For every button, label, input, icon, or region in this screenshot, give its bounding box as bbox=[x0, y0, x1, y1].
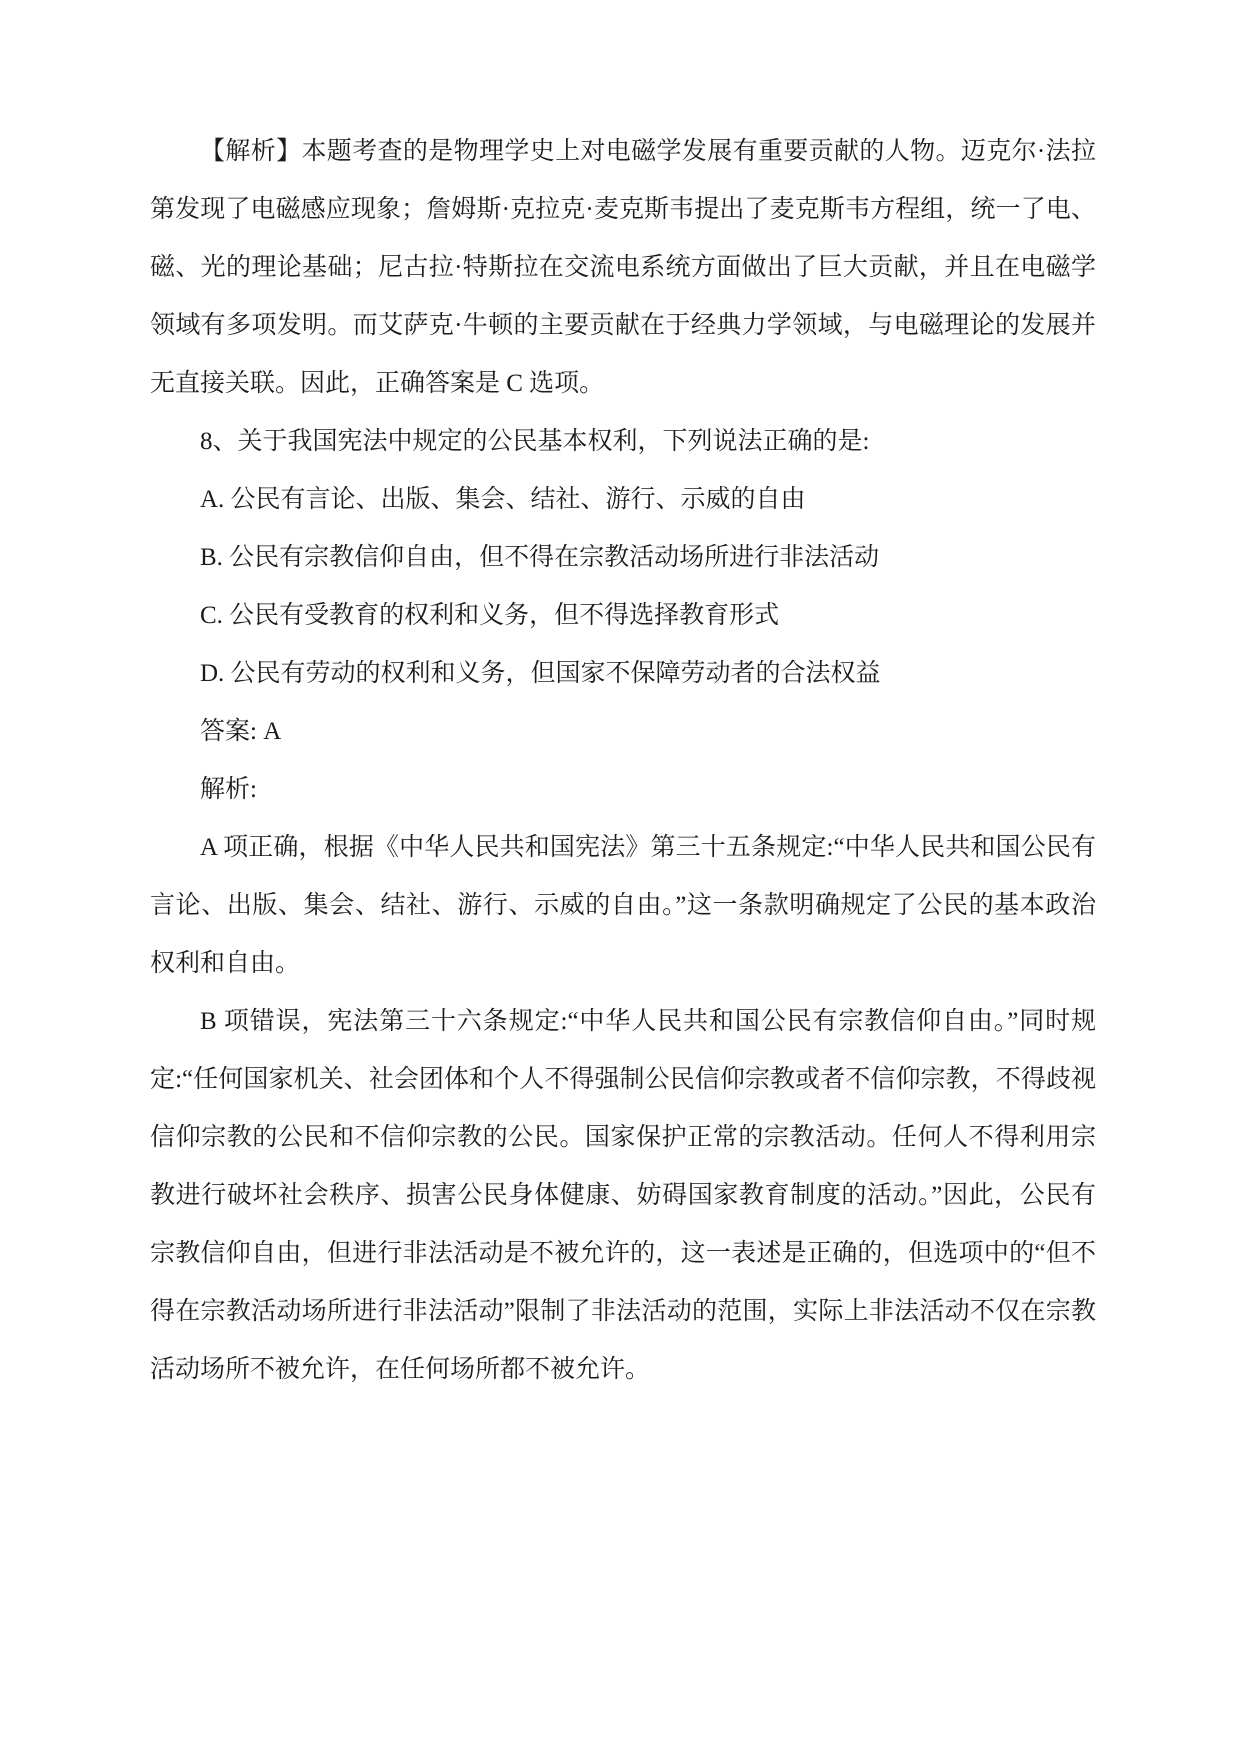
question-8-option-d: D. 公民有劳动的权利和义务，但国家不保障劳动者的合法权益 bbox=[200, 660, 881, 687]
question-8-option-a: A. 公民有言论、出版、集会、结社、游行、示威的自由 bbox=[200, 486, 806, 513]
question-8-stem: 8、关于我国宪法中规定的公民基本权利，下列说法正确的是: bbox=[200, 428, 870, 455]
analysis-paragraph-previous-question: 【解析】本题考查的是物理学史上对电磁学发展有重要贡献的人物。迈克尔·法拉第发现了电磁感应现象；詹姆斯·克拉克·麦克斯韦提出了麦克斯韦方程组，统一了电、磁、光的理论基础；尼古拉·特斯拉在交流电系统方面做出了巨大贡献，并且在电磁学领域有多项发明。而艾萨克·牛顿的主要贡献在于经典力学领域，与电磁理论的发展并无直接关联。因此，正确答案是 C 选项。 bbox=[150, 138, 1096, 397]
question-8-analysis-label: 解析: bbox=[200, 776, 257, 803]
question-8-explanation-b: B 项错误，宪法第三十六条规定:“中华人民共和国公民有宗教信仰自由。”同时规定:“任何国家机关、社会团体和个人不得强制公民信仰宗教或者不信仰宗教，不得歧视信仰宗教的公民和不信仰宗教的公民。国家保护正常的宗教活动。任何人不得利用宗教进行破坏社会秩序、损害公民身体健康、妨碍国家教育制度的活动。”因此，公民有宗教信仰自由，但进行非法活动是不被允许的，这一表述是正确的，但选项中的“但不得在宗教活动场所进行非法活动”限制了非法活动的范围，实际上非法活动不仅在宗教活动场所不被允许，在任何场所都不被允许。 bbox=[150, 1008, 1096, 1383]
question-8-explanation-a: A 项正确，根据《中华人民共和国宪法》第三十五条规定:“中华人民共和国公民有言论、出版、集会、结社、游行、示威的自由。”这一条款明确规定了公民的基本政治权利和自由。 bbox=[150, 834, 1096, 977]
question-8-answer: 答案: A bbox=[200, 718, 282, 745]
question-8-option-b: B. 公民有宗教信仰自由，但不得在宗教活动场所进行非法活动 bbox=[200, 544, 880, 571]
question-8-option-c: C. 公民有受教育的权利和义务，但不得选择教育形式 bbox=[200, 602, 780, 629]
